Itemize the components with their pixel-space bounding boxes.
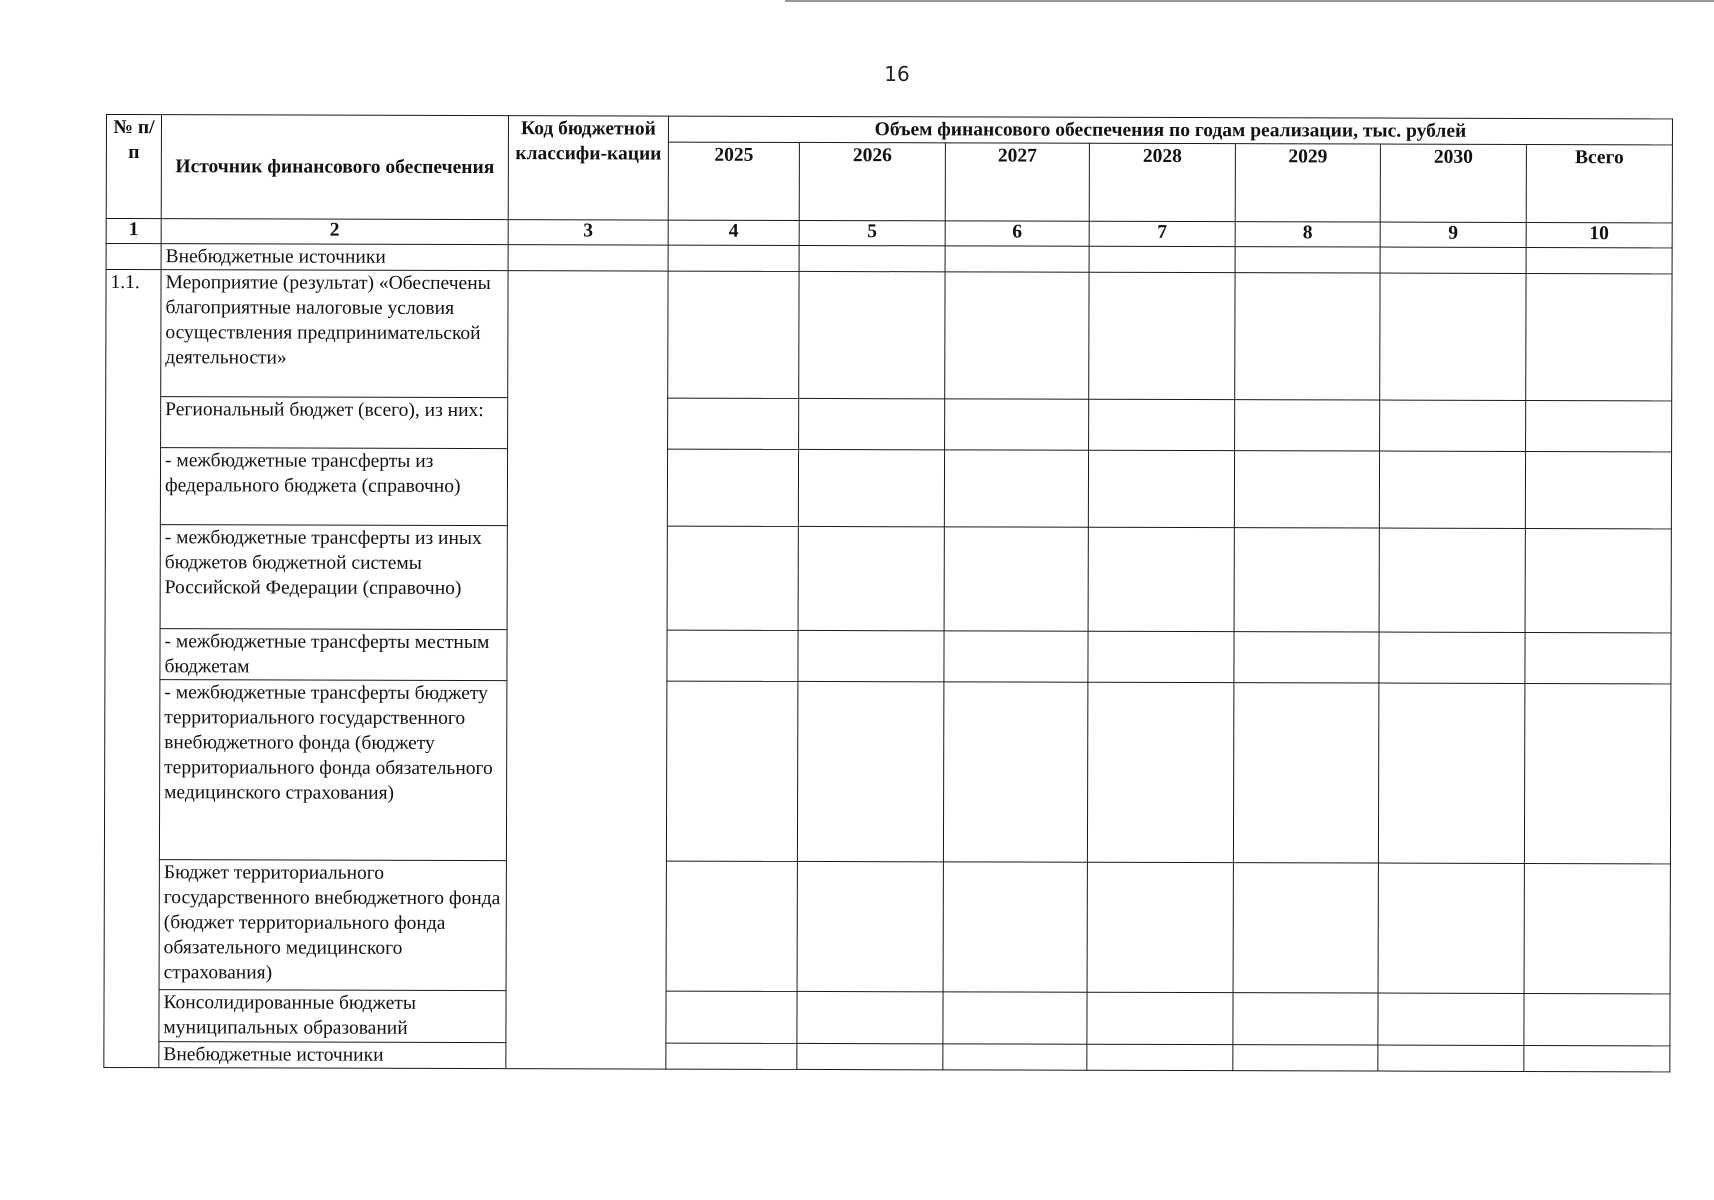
budget-code-cell [506,271,668,1069]
value-cell [944,527,1088,631]
value-cell [1378,993,1524,1045]
row-label: Внебюджетные источники [159,1042,506,1069]
value-cell [797,1043,943,1069]
row-label: Мероприятие (результат) «Обеспечены благоприятные налоговые условия осуществления предпринимательской деятельности» [161,270,508,398]
value-cell [1524,993,1670,1045]
header-year: 2025 [668,142,799,220]
value-cell [944,450,1088,527]
value-cell [1088,450,1234,527]
table-row [106,244,1672,274]
column-number: 8 [1235,222,1380,247]
table-row [105,628,1671,683]
row-label: Региональный бюджет (всего), из них: [161,397,508,449]
value-cell [1378,683,1525,863]
table-row [106,397,1672,452]
table-row [104,679,1671,863]
row-label: - межбюджетные трансферты из иных бюджетов бюджетной системы Российской Федерации (справочно) [160,525,507,630]
value-cell [1235,273,1380,400]
value-cell [1088,631,1234,682]
value-cell [1233,863,1378,993]
row-label: Внебюджетные источники [161,244,508,271]
table-row [104,859,1670,993]
value-cell [1524,863,1670,993]
value-cell [667,630,798,681]
header-number: № п/п [106,115,161,219]
value-cell [1234,528,1379,632]
value-cell [1089,246,1235,272]
value-cell [798,526,944,630]
value-cell [1235,247,1380,273]
value-cell [1526,273,1672,400]
header-code: Код бюджетной классифи-кации [508,116,668,220]
value-cell [1235,400,1380,451]
column-number: 2 [161,219,508,245]
value-cell [797,991,943,1043]
value-cell [945,272,1089,399]
value-cell [943,1044,1087,1070]
column-number: 3 [508,220,668,245]
value-cell [943,682,1088,862]
value-cell [1526,400,1672,451]
page-number: 16 [884,62,910,86]
value-cell [666,861,797,991]
column-number: 10 [1526,222,1672,247]
value-cell [1526,247,1672,273]
value-cell [797,681,944,861]
value-cell [668,245,799,271]
table-row [104,989,1670,1045]
value-cell [1524,683,1671,863]
value-cell [1087,682,1234,862]
value-cell [945,399,1089,450]
value-cell [943,992,1087,1044]
header-year: 2028 [1089,143,1235,221]
header-total: Всего [1526,144,1672,222]
value-cell [1380,273,1526,400]
value-cell [667,449,798,526]
value-cell [799,398,945,449]
value-cell [944,631,1088,682]
row-label: - межбюджетные трансферты из федерального бюджета (справочно) [160,448,507,526]
financing-table [103,114,1673,1072]
header-year: 2026 [799,142,945,220]
value-cell [1378,1045,1524,1071]
value-cell [799,245,945,271]
value-cell [1380,400,1526,451]
budget-code-cell [508,245,668,271]
value-cell [1525,451,1671,528]
value-cell [943,862,1087,992]
value-cell [668,398,799,449]
row-label: - межбюджетные трансферты местным бюджетам [160,629,507,681]
header-volume: Объем финансового обеспечения по годам реализации, тыс. рублей [668,116,1672,145]
value-cell [666,681,798,861]
row-number: 1.1. [104,270,161,1068]
header-year: 2027 [945,143,1089,221]
table-row [105,524,1671,632]
row-number [106,244,161,270]
scan-edge-line [785,0,1714,2]
value-cell [1525,632,1671,683]
column-number: 1 [106,219,161,244]
value-cell [1379,528,1525,632]
value-cell [798,449,944,526]
value-cell [1234,632,1379,683]
value-cell [1089,399,1235,450]
value-cell [1087,1044,1233,1070]
value-cell [1233,993,1378,1045]
header-source: Источник финансового обеспечения [161,115,508,220]
row-label: Бюджет территориального государственного внебюджетного фонда (бюджет территориального фонда обязательного медицинского страхования) [159,860,506,991]
header-year: 2029 [1235,144,1380,222]
value-cell [945,246,1089,272]
row-label: Консолидированные бюджеты муниципальных образований [159,990,506,1043]
value-cell [1525,528,1671,632]
table-row [104,1041,1670,1071]
value-cell [668,271,799,398]
header-year: 2030 [1380,144,1526,222]
value-cell [667,526,798,630]
column-number: 5 [799,220,945,245]
table-row [106,270,1672,401]
value-cell [1524,1045,1670,1071]
value-cell [1378,863,1524,993]
value-cell [666,1043,797,1069]
column-number: 9 [1380,222,1526,247]
value-cell [1233,1045,1378,1071]
value-cell [1089,272,1235,399]
value-cell [1380,247,1526,273]
table-row [105,448,1671,529]
value-cell [666,991,797,1043]
value-cell [1379,632,1525,683]
column-number: 6 [945,221,1089,246]
value-cell [1233,683,1379,863]
value-cell [1087,862,1233,992]
column-number: 7 [1089,221,1235,246]
value-cell [798,630,944,681]
value-cell [1087,992,1233,1044]
column-number: 4 [668,220,799,245]
row-label: - межбюджетные трансферты бюджету территориального государственного внебюджетного фонда (бюджету территориального фонда обязательного медицинского страхования) [159,680,507,861]
value-cell [1234,451,1379,528]
value-cell [797,861,943,991]
value-cell [1088,527,1234,631]
value-cell [1379,451,1525,528]
value-cell [799,271,945,398]
